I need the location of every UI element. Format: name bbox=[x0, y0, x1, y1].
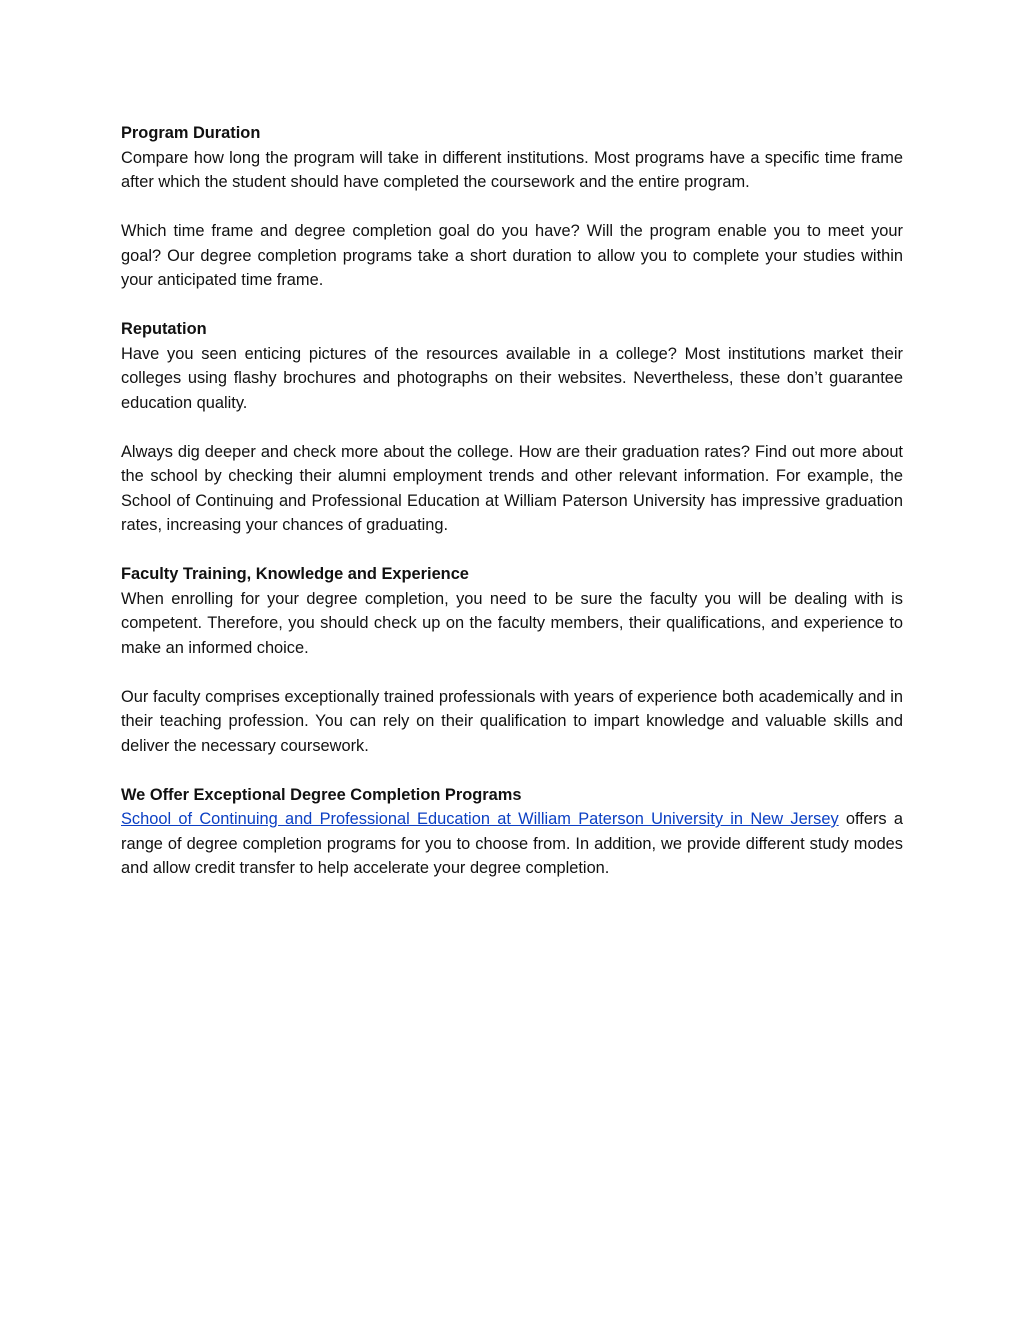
paragraph-gap bbox=[121, 195, 903, 220]
paragraph-text: offers a range of degree completion programs for you to choose from. In addition, we provide different study modes and allow credit transfer to help accelerate your degree completion. bbox=[121, 810, 904, 877]
paragraph-gap bbox=[121, 660, 903, 685]
paragraph-gap bbox=[121, 415, 903, 440]
paragraph: Our faculty comprises exceptionally trained professionals with years of experience both academically and in their teaching profession. You can rely on their qualification to impart knowledge and valuable skills and deliver the necessary coursework. bbox=[121, 687, 903, 755]
paragraph-gap bbox=[121, 293, 903, 318]
paragraph-gap bbox=[121, 538, 903, 563]
section-degree-programs bbox=[121, 783, 903, 881]
paragraph: Compare how long the program will take in different institutions. Most programs have a specific time frame after which the student should have completed the coursework and the entire program. bbox=[121, 148, 903, 191]
document-page bbox=[121, 121, 903, 881]
section-faculty bbox=[121, 562, 903, 783]
section-reputation bbox=[121, 317, 903, 562]
paragraph: Have you seen enticing pictures of the resources available in a college? Most institutions market their colleges using flashy brochures and photographs on their websites. Nevertheless, these don’t guarantee education quality. bbox=[121, 344, 903, 412]
paragraph: When enrolling for your degree completion, you need to be sure the faculty you will be dealing with is competent. Therefore, you should check up on the faculty members, their qualifications, and experience to make an informed choice. bbox=[121, 589, 903, 657]
section-heading: Reputation bbox=[121, 320, 207, 338]
paragraph-gap bbox=[121, 758, 903, 783]
section-program-duration bbox=[121, 121, 903, 317]
section-heading: We Offer Exceptional Degree Completion Programs bbox=[121, 785, 522, 804]
paragraph: Always dig deeper and check more about the college. How are their graduation rates? Find out more about the school by checking their alumni employment trends and other relevant information. For example, the School of Continuing and Professional Education at William Paterson University has impressive graduation rates, increasing your chances of graduating. bbox=[121, 442, 903, 534]
paragraph bbox=[121, 807, 903, 881]
section-heading: Faculty Training, Knowledge and Experience bbox=[121, 565, 469, 583]
school-link[interactable]: School of Continuing and Professional Education at William Paterson University in New Jersey bbox=[121, 810, 839, 828]
section-heading: Program Duration bbox=[121, 124, 261, 142]
paragraph: Which time frame and degree completion goal do you have? Will the program enable you to meet your goal? Our degree completion programs take a short duration to allow you to complete your studies within your anticipated time frame. bbox=[121, 222, 903, 289]
